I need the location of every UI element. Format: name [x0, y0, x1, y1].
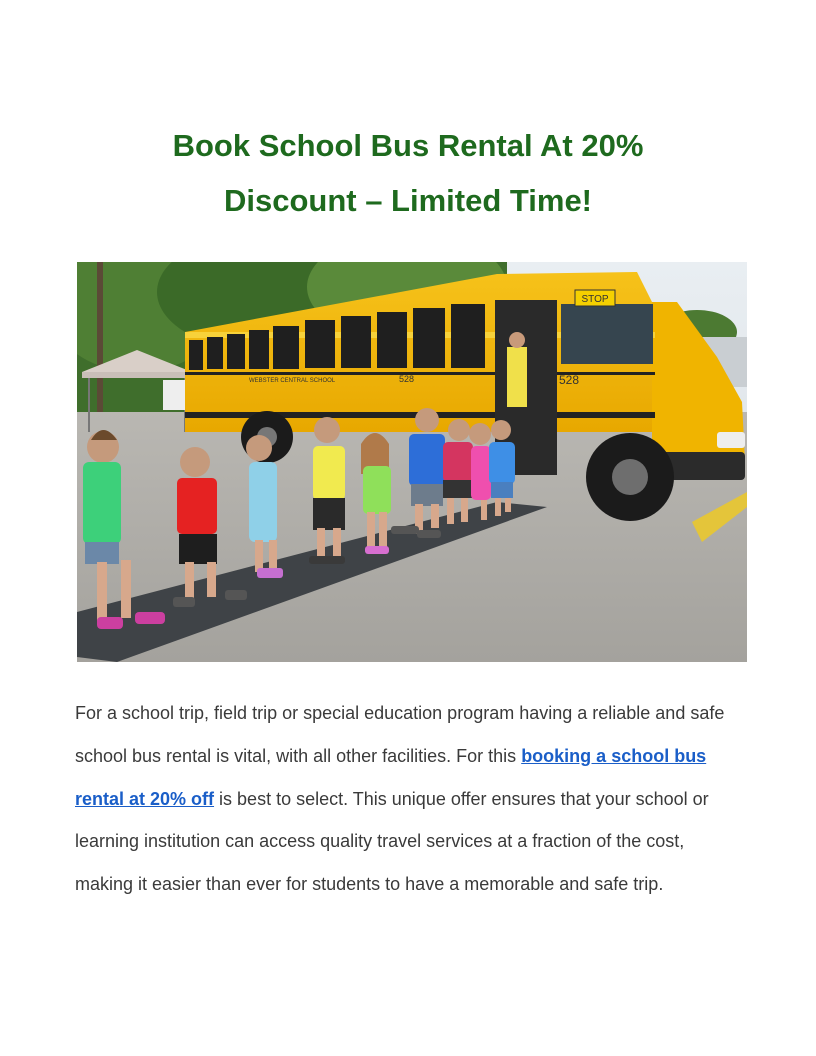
bus-driver	[507, 347, 527, 407]
bus-number-front: 528	[559, 373, 580, 387]
stop-sign-text: STOP	[581, 294, 609, 305]
body-paragraph	[75, 692, 743, 906]
booking-discount-link[interactable]: booking a school bus rental at 20% off	[75, 745, 707, 809]
page-title-line-1: Book School Bus Rental At 20%	[172, 128, 644, 163]
page-title	[76, 118, 740, 228]
paragraph-text-after-link: is best to select. This unique offer ensures that your school or learning institution can access quality travel services at a fraction of the cost, making it easier than ever for students to have a memorable and safe trip.	[75, 788, 709, 895]
bus-number-side: 528	[399, 374, 415, 384]
school-bus-photo	[77, 262, 747, 662]
page-title-line-2: Discount – Limited Time!	[223, 183, 593, 218]
paragraph-text-before-link: For a school trip, field trip or special education program having a reliable and safe school bus rental is vital, with all other facilities. For this	[75, 703, 725, 766]
bus-label: WEBSTER CENTRAL SCHOOL	[249, 378, 336, 384]
